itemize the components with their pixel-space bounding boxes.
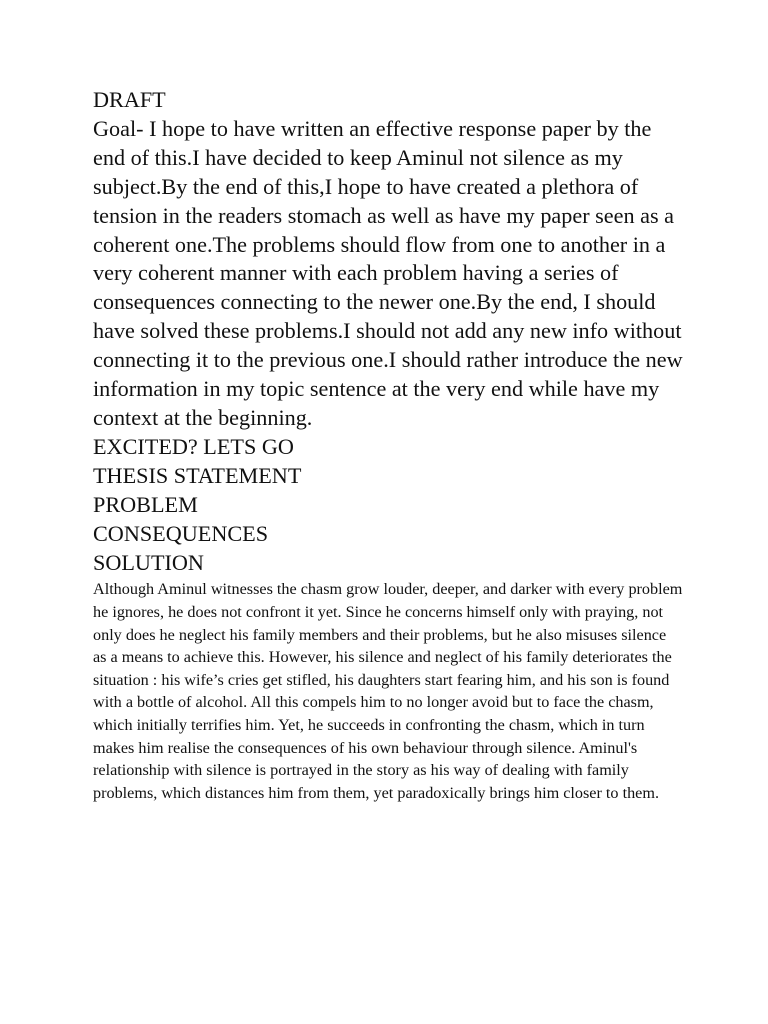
draft-title: DRAFT xyxy=(93,87,166,112)
document-page xyxy=(93,86,683,804)
thesis-paragraph: Although Aminul witnesses the chasm grow louder, deeper, and darker with every problem he ignores, he does not confront it yet. Since he concerns himself only with praying, not only does he neglect his family members and their problems, but he also misuses silence as a means to achieve this. However, his silence and neglect of his family deteriorates the situation : his wife’s cries get stifled, his daughters start fearing him, and his son is found with a bottle of alcohol. All this compels him to no longer avoid but to face the chasm, which initially terrifies him. Yet, he succeeds in confronting the chasm, which in turn makes him realise the consequences of his own behaviour through silence. Aminul's relationship with silence is portrayed in the story as his way of dealing with family problems, which distances him from them, yet paradoxically brings him closer to them. xyxy=(93,580,683,802)
goal-paragraph: Goal- I hope to have written an effective response paper by the end of this.I have decided to keep Aminul not silence as my subject.By the end of this,I hope to have created a plethora of tension in the readers stomach as well as have my paper seen as a coherent one.The problems should flow from one to another in a very coherent manner with each problem having a series of consequences connecting to the newer one.By the end, I should have solved these problems.I should not add any new info without connecting it to the previous one.I should rather introduce the new information in my topic sentence at the very end while have my context at the beginning. xyxy=(93,115,683,430)
heading-solution: SOLUTION xyxy=(93,549,204,575)
heading-problem: PROBLEM xyxy=(93,491,198,517)
heading-excited: EXCITED? LETS GO xyxy=(93,433,294,459)
heading-consequences: CONSEQUENCES xyxy=(93,520,269,546)
heading-thesis-statement: THESIS STATEMENT xyxy=(93,462,302,488)
